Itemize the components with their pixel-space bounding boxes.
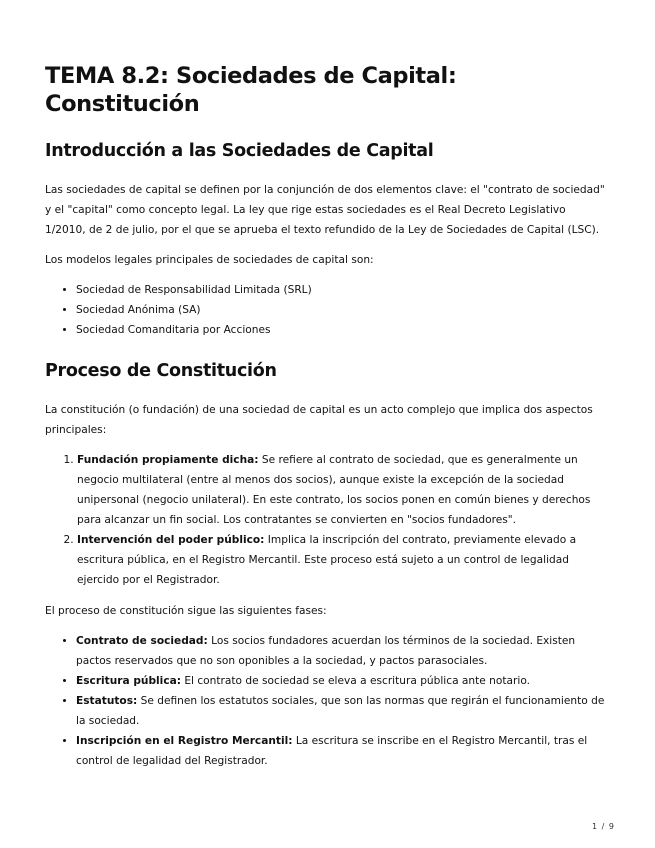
list-item xyxy=(76,691,607,731)
phases-list xyxy=(45,631,607,771)
phases-intro-paragraph: El proceso de constitución sigue las siguientes fases: xyxy=(45,605,327,617)
list-item-text: Se refiere al contrato de sociedad, que es generalmente un negocio multilateral (entre al menos dos socios), aunque existe la excepción de la sociedad unipersonal (negocio unilateral). En este contrato, los socios ponen en común bienes y derechos para alcanzar un fin social. Los contratantes se convierten en "socios fundadores". xyxy=(77,454,591,526)
list-item-term: Intervención del poder público: xyxy=(77,534,265,546)
intro-paragraph: Las sociedades de capital se definen por la conjunción de dos elementos clave: el "contrato de sociedad" y el "capital" como concepto legal. La ley que rige estas sociedades es el Real Decreto Legislativo 1/2010, de 2 de julio, por el que se aprueba el texto refundido de la Ley de Sociedades de Capital (LSC). xyxy=(45,184,605,237)
list-item-term: Estatutos: xyxy=(76,695,138,707)
list-item xyxy=(76,671,607,691)
list-item: • Sociedad Comanditaria por Acciones xyxy=(76,320,607,340)
list-item xyxy=(76,631,607,671)
section-heading-introduccion: Introducción a las Sociedades de Capital xyxy=(45,141,434,162)
constitution-paragraph: La constitución (o fundación) de una sociedad de capital es un acto complejo que implica dos aspectos principales: xyxy=(45,404,593,436)
aspects-list xyxy=(45,450,607,590)
list-item-term: Inscripción en el Registro Mercantil: xyxy=(76,735,293,747)
list-item-text: Se definen los estatutos sociales, que son las normas que regirán el funcionamiento de la sociedad. xyxy=(76,695,605,727)
models-intro-paragraph: Los modelos legales principales de sociedades de capital son: xyxy=(45,254,374,267)
list-item-text: El contrato de sociedad se eleva a escritura pública ante notario. xyxy=(180,675,530,687)
list-item-term: Contrato de sociedad: xyxy=(76,635,208,647)
page-title: TEMA 8.2: Sociedades de Capital: Constitución xyxy=(45,63,457,118)
section-heading-proceso: Proceso de Constitución xyxy=(45,361,277,382)
list-item: • Sociedad de Responsabilidad Limitada (SRL) xyxy=(76,280,607,300)
document-page xyxy=(45,62,607,782)
models-list xyxy=(45,280,607,340)
list-item xyxy=(77,450,607,530)
list-item xyxy=(77,530,607,590)
list-item-term: Fundación propiamente dicha: xyxy=(77,454,259,466)
list-item: • Sociedad Anónima (SA) xyxy=(76,300,607,320)
list-item xyxy=(76,731,607,771)
list-item-text: Los socios fundadores acuerdan los términos de la sociedad. Existen pactos reservados que no son oponibles a la sociedad, y pactos parasociales. xyxy=(76,635,576,667)
list-item-text: La escritura se inscribe en el Registro Mercantil, tras el control de legalidad del Registrador. xyxy=(76,735,588,767)
page-number: 1 / 9 xyxy=(592,822,615,831)
list-item-text: Implica la inscripción del contrato, previamente elevado a escritura pública, en el Registro Mercantil. Este proceso está sujeto a un control de legalidad ejercido por el Registrador. xyxy=(77,534,577,586)
list-item-term: Escritura pública: xyxy=(76,675,181,687)
